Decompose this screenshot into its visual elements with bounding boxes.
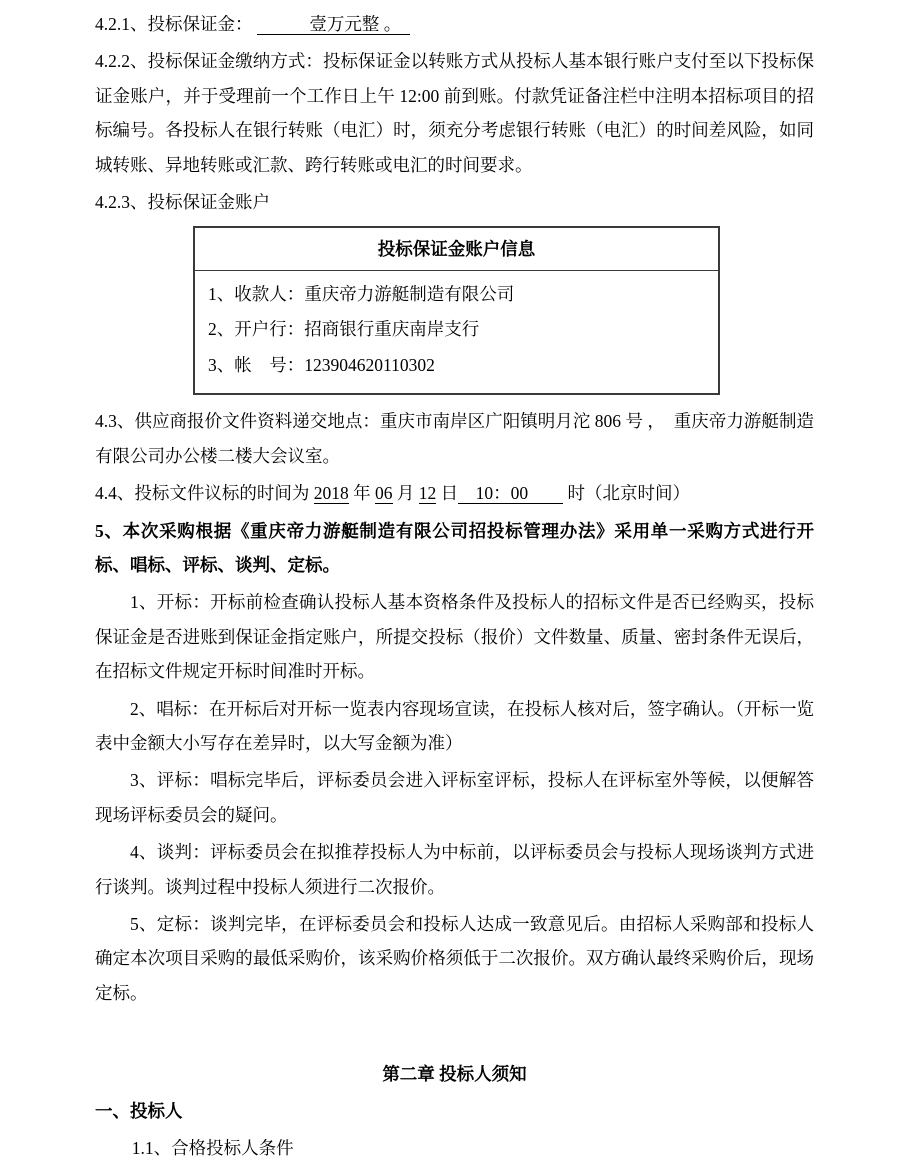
paragraph-negotiation: 4、谈判：评标委员会在拟推荐投标人为中标前，以评标委员会与投标人现场谈判方式进行谈判。谈判过程中投标人须进行二次报价。: [95, 842, 814, 897]
table-row-account-number: 3、帐 号：123904620110302: [208, 354, 435, 375]
deposit-account-table: [193, 226, 720, 395]
section-4-2-1-label: 4.2.1、投标保证金：: [95, 14, 257, 34]
month-unit: 月: [392, 483, 419, 504]
chapter-2-title: 第二章 投标人须知: [382, 1064, 527, 1085]
section-4-4-suffix: 时（北京时间）: [563, 483, 690, 504]
paragraph-bid-evaluation: 3、评标：唱标完毕后，评标委员会进入评标室评标，投标人在评标室外等候，以便解答现场评标委员会的疑问。: [95, 770, 814, 825]
heading-bidder: 一、投标人: [95, 1100, 183, 1121]
section-4-4: [95, 476, 814, 510]
paragraph-award: 5、定标：谈判完毕，在评标委员会和投标人达成一致意见后。由招标人采购部和投标人确定本次项目采购的最低采购价，该采购价格须低于二次报价。双方确认最终采购价后，现场定标。: [95, 914, 814, 1003]
section-4-2-1: [95, 7, 814, 41]
table-row-bank: 2、开户行：招商银行重庆南岸支行: [208, 319, 480, 340]
paragraph-bid-opening: 1、开标：开标前检查确认投标人基本资格条件及投标人的招标文件是否已经购买，投标保证金是否进账到保证金指定账户，所提交投标（报价）文件数量、质量、密封条件无误后，在招标文件规定开标时间准时开标。: [95, 592, 814, 682]
paragraph-bid-reading: 2、唱标：在开标后对开标一览表内容现场宣读，在投标人核对后，签字确认。（开标一览表中金额大小写存在差异时，以大写金额为准）: [95, 698, 814, 753]
section-4-2-3: 4.2.3、投标保证金账户: [95, 192, 270, 213]
section-4-3: 4.3、供应商报价文件资料递交地点：重庆市南岸区广阳镇明月沱 806 号 ， 重庆帝力游艇制造有限公司办公楼二楼大会议室。: [95, 411, 814, 466]
heading-qualified-bidder-conditions: 1.1、合格投标人条件: [131, 1138, 294, 1159]
deposit-table-title: 投标保证金账户信息: [195, 228, 718, 270]
deposit-amount-underlined: 壹万元整 。: [256, 14, 410, 34]
section-5-procurement-method: 5、本次采购根据《重庆帝力游艇制造有限公司招投标管理办法》采用单一采购方式进行开标、唱标、评标、谈判、定标。: [95, 520, 814, 575]
bid-time-underlined: 10：00: [458, 483, 564, 504]
table-row-payee: 1、收款人：重庆帝力游艇制造有限公司: [208, 283, 515, 304]
year-unit: 年: [348, 483, 375, 504]
bid-month-underlined: 06: [375, 483, 393, 504]
bid-year-underlined: 2018: [313, 483, 349, 504]
bid-day-underlined: 12: [418, 483, 437, 504]
section-4-4-prefix: 4.4、投标文件议标的时间为: [95, 483, 314, 504]
day-unit: 日: [436, 483, 459, 504]
section-4-2-2: 4.2.2、投标保证金缴纳方式：投标保证金以转账方式从投标人基本银行账户支付至以下投标保证金账户，并于受理前一个工作日上午 12:00 前到账。付款凭证备注栏中注明本招标项目的招标编号。各投标人在银行转账（电汇）时，须充分考虑银行转账（电汇）的时间差风险，如同城转账、异地转账或汇款、跨行转账或电汇的时间要求。: [95, 51, 814, 175]
deposit-table-body: [195, 271, 718, 394]
